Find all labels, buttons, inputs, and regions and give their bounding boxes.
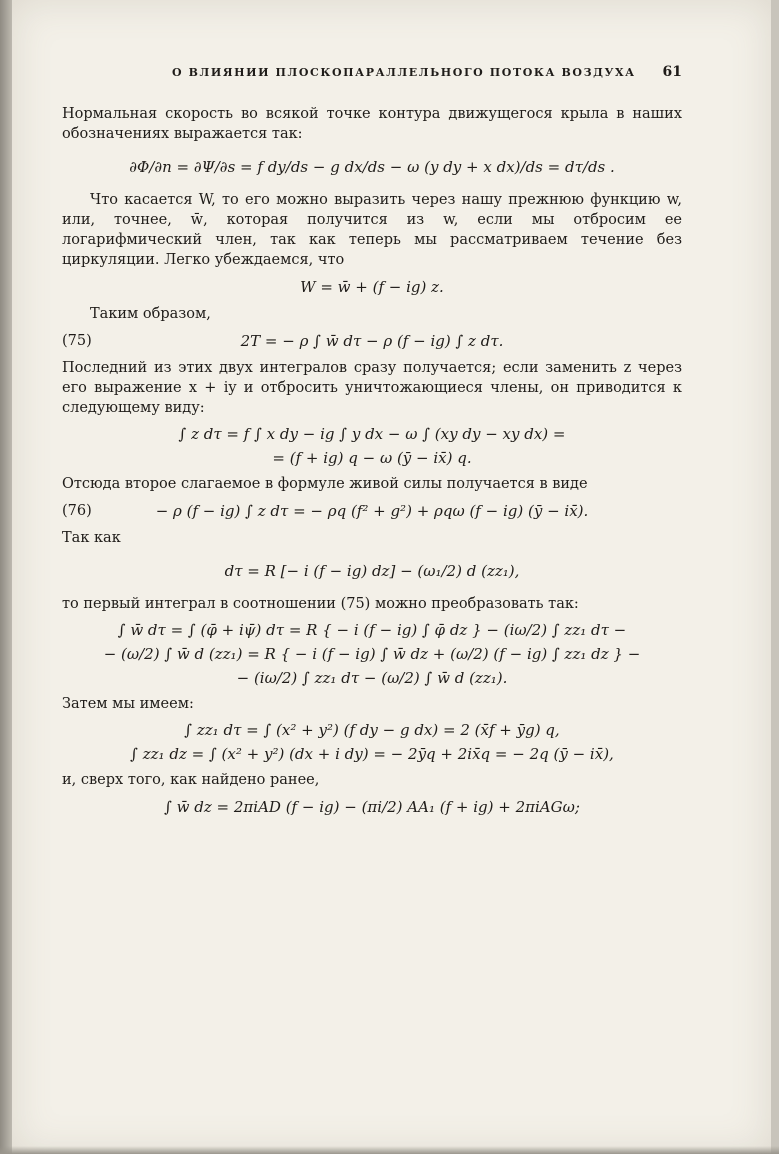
equation-text: − (iω/2) ∫ zz₁ dτ − (ω/2) ∫ w̄ d (zz₁).: [236, 669, 508, 687]
equation-dtau: [62, 552, 682, 590]
paragraph: Что касается W, то его можно выразить через нашу прежнюю функцию w, или, точнее, w̄, которая получится из w, если мы отбросим ее логарифмический член, так как теперь мы рассматриваем течение без циркуляции. Легко убеждаемся, что: [62, 192, 682, 268]
equation-text: − (ω/2) ∫ w̄ d (zz₁) = R { − i (f − ig) ∫ w̄ dz + (ω/2) (f − ig) ∫ zz₁ dz } −: [103, 645, 641, 663]
equation-number: (75): [62, 333, 92, 349]
equation-76: [62, 498, 682, 524]
paragraph: Последний из этих двух интегралов сразу получается; если заменить z через его выражение x + iy и отбросить уничтожающиеся члены, он приводится к следующему виду:: [62, 360, 682, 416]
equation-75: [62, 328, 682, 354]
paragraph: Затем мы имеем:: [62, 696, 194, 712]
running-title: О ВЛИЯНИИ ПЛОСКОПАРАЛЛЕЛЬНОГО ПОТОКА ВОЗДУХА: [172, 66, 636, 79]
paragraph: Так как: [62, 530, 121, 546]
equation-zz1: [62, 718, 682, 766]
equation-text: ∫ w̄ dτ = ∫ (φ̄ + iψ̄) dτ = R { − i (f − ig) ∫ φ̄ dz } − (iω/2) ∫ zz₁ dτ −: [117, 621, 627, 639]
equation-z-dtau: [62, 422, 682, 470]
paragraph: Нормальная скорость во всякой точке контура движущегося крыла в наших обозначениях выражается так:: [62, 106, 682, 142]
equation-normal-velocity: [62, 148, 682, 186]
page-body: [62, 104, 682, 824]
equation-number: (76): [62, 503, 92, 519]
equation-text: dτ = R [− i (f − ig) dz] − (ω₁/2) d (zz₁),: [224, 562, 520, 580]
equation-text: ∂Φ/∂n = ∂Ψ/∂s = f dy/ds − g dx/ds − ω (y dy + x dx)/ds = dτ/ds .: [129, 158, 615, 176]
paragraph: Отсюда второе слагаемое в формуле живой силы получается в виде: [62, 476, 588, 492]
equation-text: ∫ zz₁ dz = ∫ (x² + y²) (dx + i dy) = − 2ȳq + 2ix̄q = − 2q (ȳ − ix̄),: [130, 745, 614, 763]
book-spine-shadow: [0, 0, 12, 1154]
equation-text: W = w̄ + (f − ig) z.: [300, 278, 444, 296]
page-number: 61: [662, 64, 682, 80]
equation-text: ∫ zz₁ dτ = ∫ (x² + y²) (f dy − g dx) = 2 (x̄f + ȳg) q,: [184, 721, 560, 739]
equation-w-dz: [62, 794, 682, 820]
page-header: [62, 64, 682, 84]
equation-text: 2T = − ρ ∫ w̄ dτ − ρ (f − ig) ∫ z dτ.: [240, 332, 504, 350]
paragraph: Таким образом,: [90, 306, 211, 322]
paragraph: то первый интеграл в соотношении (75) можно преобразовать так:: [62, 596, 579, 612]
page-bottom-shadow: [0, 1146, 779, 1154]
equation-text: − ρ (f − ig) ∫ z dτ = − ρq (f² + g²) + ρqω (f − ig) (ȳ − ix̄).: [155, 502, 589, 520]
equation-text: ∫ z dτ = f ∫ x dy − ig ∫ y dx − ω ∫ (xy dy − xy dx) =: [178, 425, 566, 443]
equation-W: [62, 274, 682, 300]
equation-w-dtau: [62, 618, 682, 690]
equation-text: ∫ w̄ dz = 2πiAD (f − ig) − (πi/2) AA₁ (f + ig) + 2πiAGω;: [164, 798, 580, 816]
equation-text: = (f + ig) q − ω (ȳ − ix̄) q.: [272, 449, 472, 467]
paragraph: и, сверх того, как найдено ранее,: [62, 772, 320, 788]
